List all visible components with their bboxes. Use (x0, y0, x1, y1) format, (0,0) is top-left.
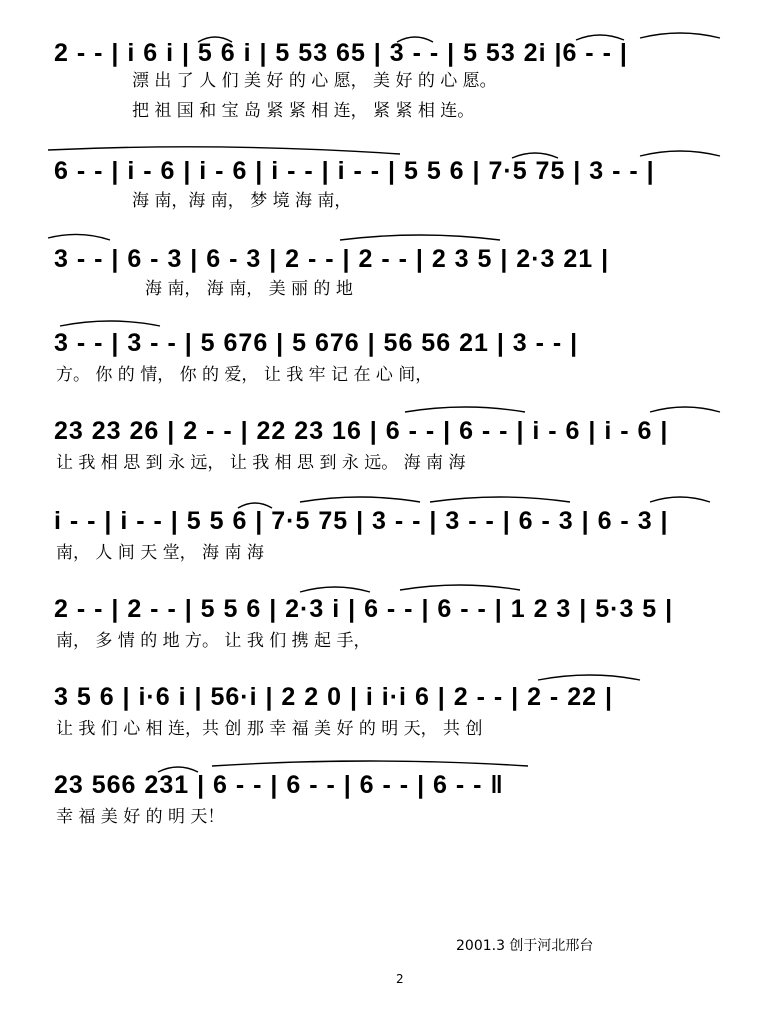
notation-line: 3 - - | 3 - - | 5 676 | 5 676 | 56 56 21 | 3 - - | (54, 329, 579, 357)
lyric-line-2: 把 祖 国 和 宝 岛 紧 紧 相 连， 紧 紧 相 连。 (132, 101, 475, 121)
score-system-9 (0, 762, 778, 872)
notation-line: 2 - - | 2 - - | 5 5 6 | 2·3 i | 6 - - | 6 - - | 1 2 3 | 5·3 5 | (54, 595, 674, 623)
notation-line: 3 5 6 | i·6 i | 56·i | 2 2 0 | i i·i 6 | 2 - - | 2 - 22 | (54, 683, 613, 711)
lyric-line-1: 南， 多 情 的 地 方。 让 我 们 携 起 手， (56, 631, 371, 651)
notation-line: 2 - - | i 6 i | 5 6 i | 5 53 65 | 3 - - | 5 53 2i |6 - - | (54, 39, 628, 67)
notation-line: 23 23 26 | 2 - - | 22 23 16 | 6 - - | 6 - - | i - 6 | i - 6 | (54, 417, 669, 445)
lyric-line-1: 漂 出 了 人 们 美 好 的 心 愿， 美 好 的 心 愿。 (132, 71, 497, 91)
lyric-line-1: 南， 人 间 天 堂， 海 南 海 (56, 543, 264, 563)
composition-date-place: 2001.3 创于河北邢台 (456, 938, 594, 954)
score-system-1 (0, 30, 778, 140)
lyric-line-1: 幸 福 美 好 的 明 天！ (56, 807, 225, 827)
lyric-line-1: 海 南， 海 南， 美 丽 的 地 (145, 279, 353, 299)
lyric-line-1: 海 南，海 南， 梦 境 海 南， (132, 191, 352, 211)
notation-line: 3 - - | 6 - 3 | 6 - 3 | 2 - - | 2 - - | 2 3 5 | 2·3 21 | (54, 245, 610, 273)
page-number: 2 (396, 972, 404, 986)
lyric-line-1: 让 我 们 心 相 连，共 创 那 幸 福 美 好 的 明 天， 共 创 (56, 719, 483, 739)
lyric-line-1: 让 我 相 思 到 永 远， 让 我 相 思 到 永 远。 海 南 海 (56, 453, 466, 473)
notation-line: 6 - - | i - 6 | i - 6 | i - - | i - - | 5 5 6 | 7·5 75 | 3 - - | (54, 157, 655, 185)
lyric-line-1: 方。 你 的 情， 你 的 爱， 让 我 牢 记 在 心 间， (56, 365, 433, 385)
notation-line: i - - | i - - | 5 5 6 | 7·5 75 | 3 - - | 3 - - | 6 - 3 | 6 - 3 | (54, 507, 669, 535)
notation-line: 23 566 231 | 6 - - | 6 - - | 6 - - | 6 - - ‖ (54, 771, 504, 799)
